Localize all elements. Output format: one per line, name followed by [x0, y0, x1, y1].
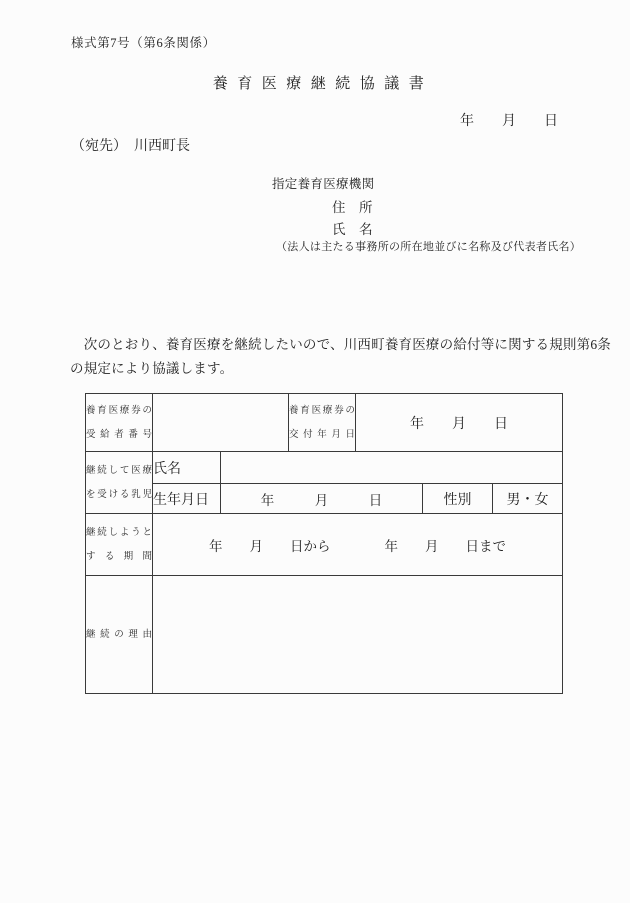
addressee-line: （宛先） 川西町長 — [71, 139, 190, 154]
body-paragraph-line2: の規定により協議します。 — [70, 360, 234, 376]
institution-address-label: 住 所 — [332, 200, 373, 215]
sex-value-cell: 男・女 — [493, 484, 563, 514]
reason-label-line: 継続の理由 — [86, 629, 152, 640]
period-value-cell: 年 月 日から 年 月 日まで — [153, 514, 563, 576]
recipient-number-label-cell — [86, 394, 153, 452]
infant-label-line1: 継続して医療 — [86, 465, 152, 476]
body-paragraph-line1: 次のとおり、養育医療を継続したいので、川西町養育医療の給付等に関する規則第6条 — [70, 337, 611, 352]
period-label-line2: する期間 — [86, 551, 152, 562]
medical-institution-heading: 指定養育医療機関 — [272, 177, 375, 191]
ticket-issue-date-label-line2: 交付年月日 — [289, 429, 355, 440]
form-number: 様式第7号（第6条関係） — [71, 36, 216, 50]
ticket-issue-date-label-cell — [289, 394, 356, 452]
reason-label-cell — [86, 576, 153, 694]
recipient-number-label-line1: 養育医療券の — [86, 405, 152, 416]
recipient-number-value-cell — [153, 394, 289, 452]
main-form-table — [85, 393, 563, 694]
birthdate-label-cell: 生年月日 — [153, 484, 221, 514]
recipient-number-label-line2: 受給者番号 — [86, 429, 152, 440]
period-label-cell — [86, 514, 153, 576]
infant-name-label-cell: 氏名 — [153, 452, 221, 484]
infant-label-line2: を受ける乳児 — [86, 489, 152, 500]
ticket-issue-date-value-cell: 年 月 日 — [356, 394, 563, 452]
corporation-note: （法人は主たる事務所の所在地並びに名称及び代表者氏名） — [276, 241, 582, 253]
institution-name-label: 氏 名 — [332, 222, 373, 237]
date-line: 年 月 日 — [460, 114, 558, 129]
period-label-line1: 継続しようと — [86, 527, 152, 538]
birthdate-value-cell: 年 月 日 — [221, 484, 423, 514]
reason-value-cell — [153, 576, 563, 694]
sex-label-cell: 性別 — [423, 484, 493, 514]
infant-name-value-cell — [221, 452, 563, 484]
body-paragraph — [70, 333, 611, 380]
infant-label-cell — [86, 452, 153, 514]
document-title: 養育医療継続協議書 — [212, 76, 434, 92]
ticket-issue-date-label-line1: 養育医療券の — [289, 405, 355, 416]
